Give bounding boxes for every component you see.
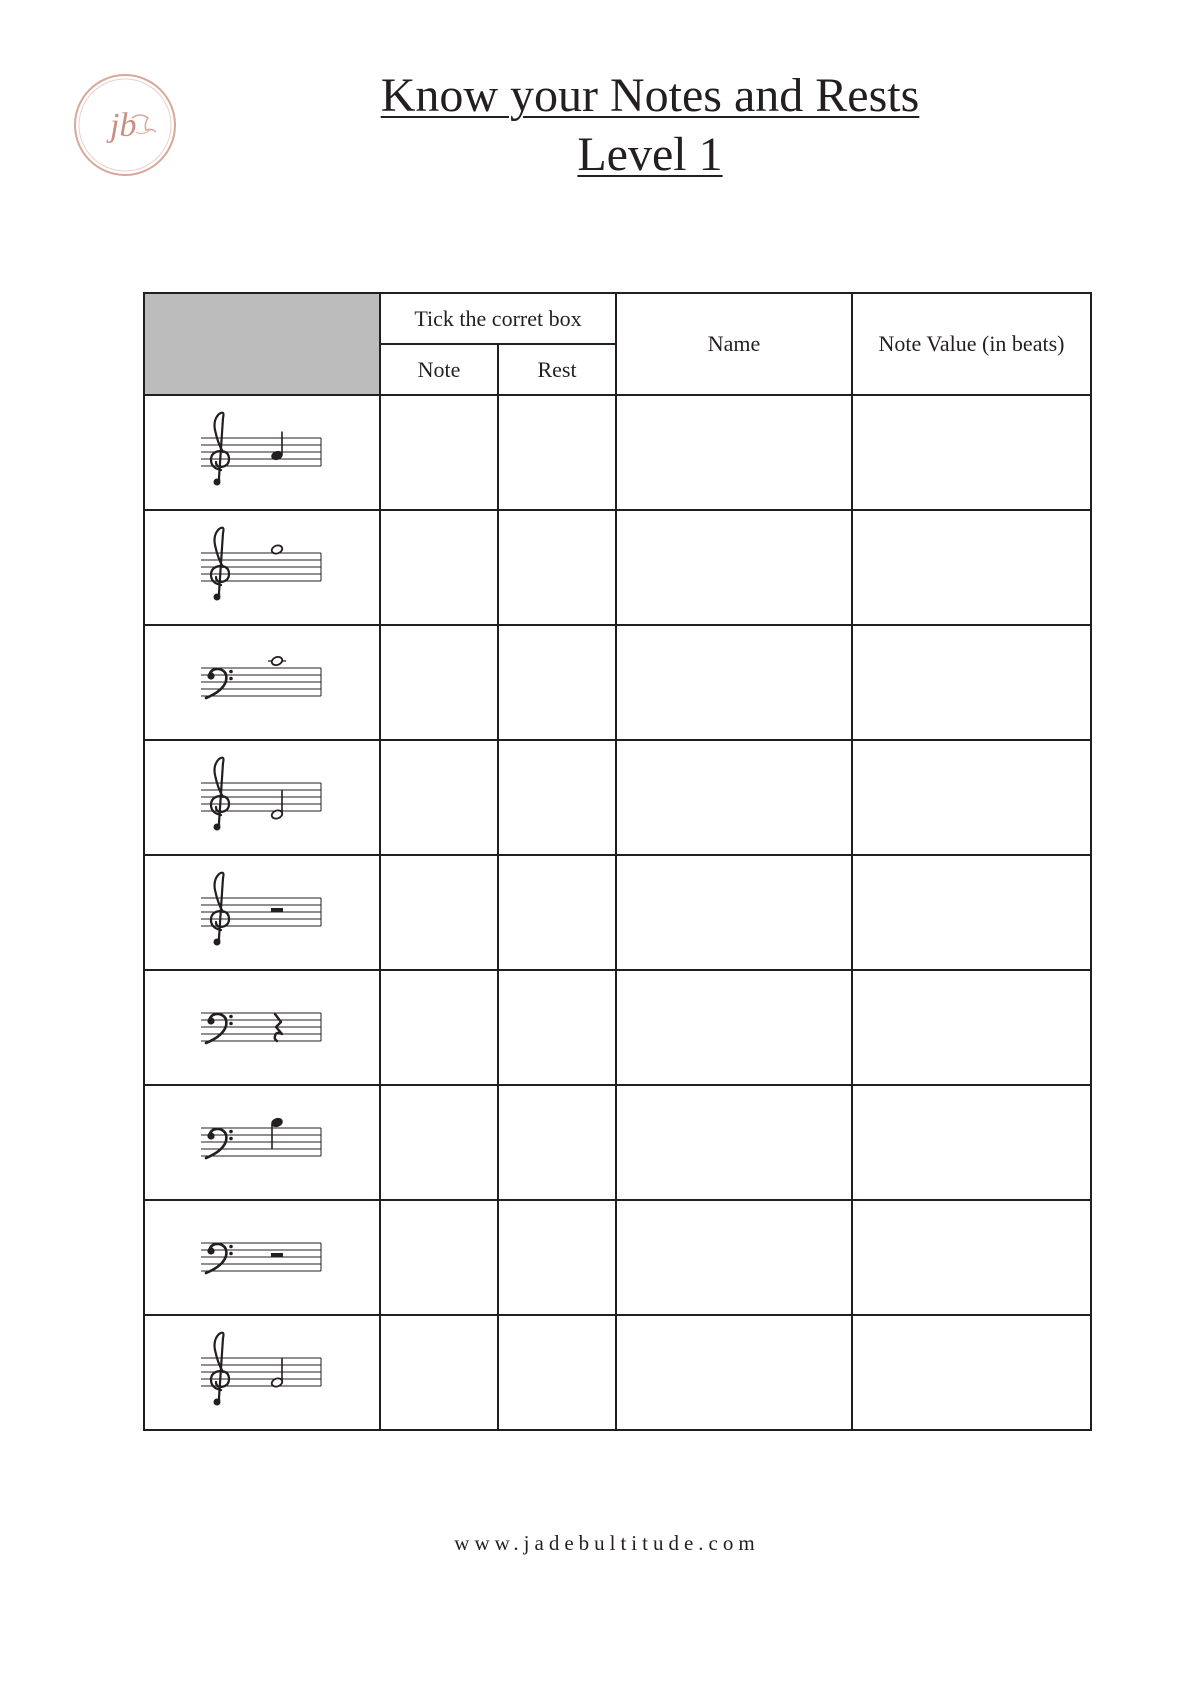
name-answer-cell[interactable] <box>616 1200 852 1315</box>
rest-tick-box[interactable] <box>498 1315 616 1430</box>
staff-cell <box>144 395 380 510</box>
table-row <box>144 1085 1091 1200</box>
bass-clef-minim-rest-icon <box>197 1213 327 1303</box>
name-answer-cell[interactable] <box>616 510 852 625</box>
note-tick-box[interactable] <box>380 625 498 740</box>
header-rest: Rest <box>498 344 616 395</box>
table-row <box>144 740 1091 855</box>
name-answer-cell[interactable] <box>616 625 852 740</box>
name-answer-cell[interactable] <box>616 1315 852 1430</box>
note-value-answer-cell[interactable] <box>852 740 1091 855</box>
name-answer-cell[interactable] <box>616 740 852 855</box>
rest-tick-box[interactable] <box>498 510 616 625</box>
bass-clef-semibreve-icon <box>197 638 327 728</box>
header-tick-box: Tick the corret box <box>380 293 616 344</box>
rest-tick-box[interactable] <box>498 740 616 855</box>
note-value-answer-cell[interactable] <box>852 1085 1091 1200</box>
staff-cell <box>144 970 380 1085</box>
header-corner-cell <box>144 293 380 395</box>
note-tick-box[interactable] <box>380 740 498 855</box>
staff-cell <box>144 625 380 740</box>
rest-tick-box[interactable] <box>498 1085 616 1200</box>
table-row <box>144 855 1091 970</box>
note-value-answer-cell[interactable] <box>852 510 1091 625</box>
table-row <box>144 970 1091 1085</box>
note-value-answer-cell[interactable] <box>852 395 1091 510</box>
footer-url: www.jadebultitude.com <box>454 1531 760 1555</box>
header-name: Name <box>616 293 852 395</box>
name-answer-cell[interactable] <box>616 855 852 970</box>
table-row <box>144 395 1091 510</box>
note-tick-box[interactable] <box>380 1200 498 1315</box>
staff-cell <box>144 740 380 855</box>
note-tick-box[interactable] <box>380 395 498 510</box>
treble-clef-semibreve-icon <box>197 523 327 613</box>
table-row <box>144 625 1091 740</box>
header-note: Note <box>380 344 498 395</box>
rest-tick-box[interactable] <box>498 970 616 1085</box>
table-row <box>144 1315 1091 1430</box>
note-value-answer-cell[interactable] <box>852 625 1091 740</box>
treble-clef-minim-icon <box>197 753 327 843</box>
name-answer-cell[interactable] <box>616 970 852 1085</box>
bass-clef-crotchet-rest-icon <box>197 983 327 1073</box>
note-value-answer-cell[interactable] <box>852 1200 1091 1315</box>
name-answer-cell[interactable] <box>616 1085 852 1200</box>
logo-text: jb <box>110 107 137 144</box>
rest-tick-box[interactable] <box>498 855 616 970</box>
staff-cell <box>144 1085 380 1200</box>
note-tick-box[interactable] <box>380 1315 498 1430</box>
rest-tick-box[interactable] <box>498 625 616 740</box>
note-tick-box[interactable] <box>380 510 498 625</box>
staff-cell <box>144 510 380 625</box>
rest-tick-box[interactable] <box>498 1200 616 1315</box>
note-tick-box[interactable] <box>380 970 498 1085</box>
bass-clef-crotchet-icon <box>197 1098 327 1188</box>
treble-clef-minim-rest-icon <box>197 868 327 958</box>
staff-cell <box>144 855 380 970</box>
note-tick-box[interactable] <box>380 1085 498 1200</box>
page-subtitle-level: Level 1 <box>577 128 723 181</box>
staff-cell <box>144 1315 380 1430</box>
table-row <box>144 510 1091 625</box>
note-value-answer-cell[interactable] <box>852 970 1091 1085</box>
note-tick-box[interactable] <box>380 855 498 970</box>
name-answer-cell[interactable] <box>616 395 852 510</box>
treble-clef-crotchet-icon <box>197 408 327 498</box>
staff-cell <box>144 1200 380 1315</box>
treble-clef-minim-icon <box>197 1328 327 1418</box>
page-title: Know your Notes and Rests <box>380 69 920 122</box>
table-row <box>144 1200 1091 1315</box>
note-value-answer-cell[interactable] <box>852 855 1091 970</box>
header-note-value: Note Value (in beats) <box>852 293 1091 395</box>
rest-tick-box[interactable] <box>498 395 616 510</box>
worksheet-table <box>143 292 1092 1431</box>
note-value-answer-cell[interactable] <box>852 1315 1091 1430</box>
